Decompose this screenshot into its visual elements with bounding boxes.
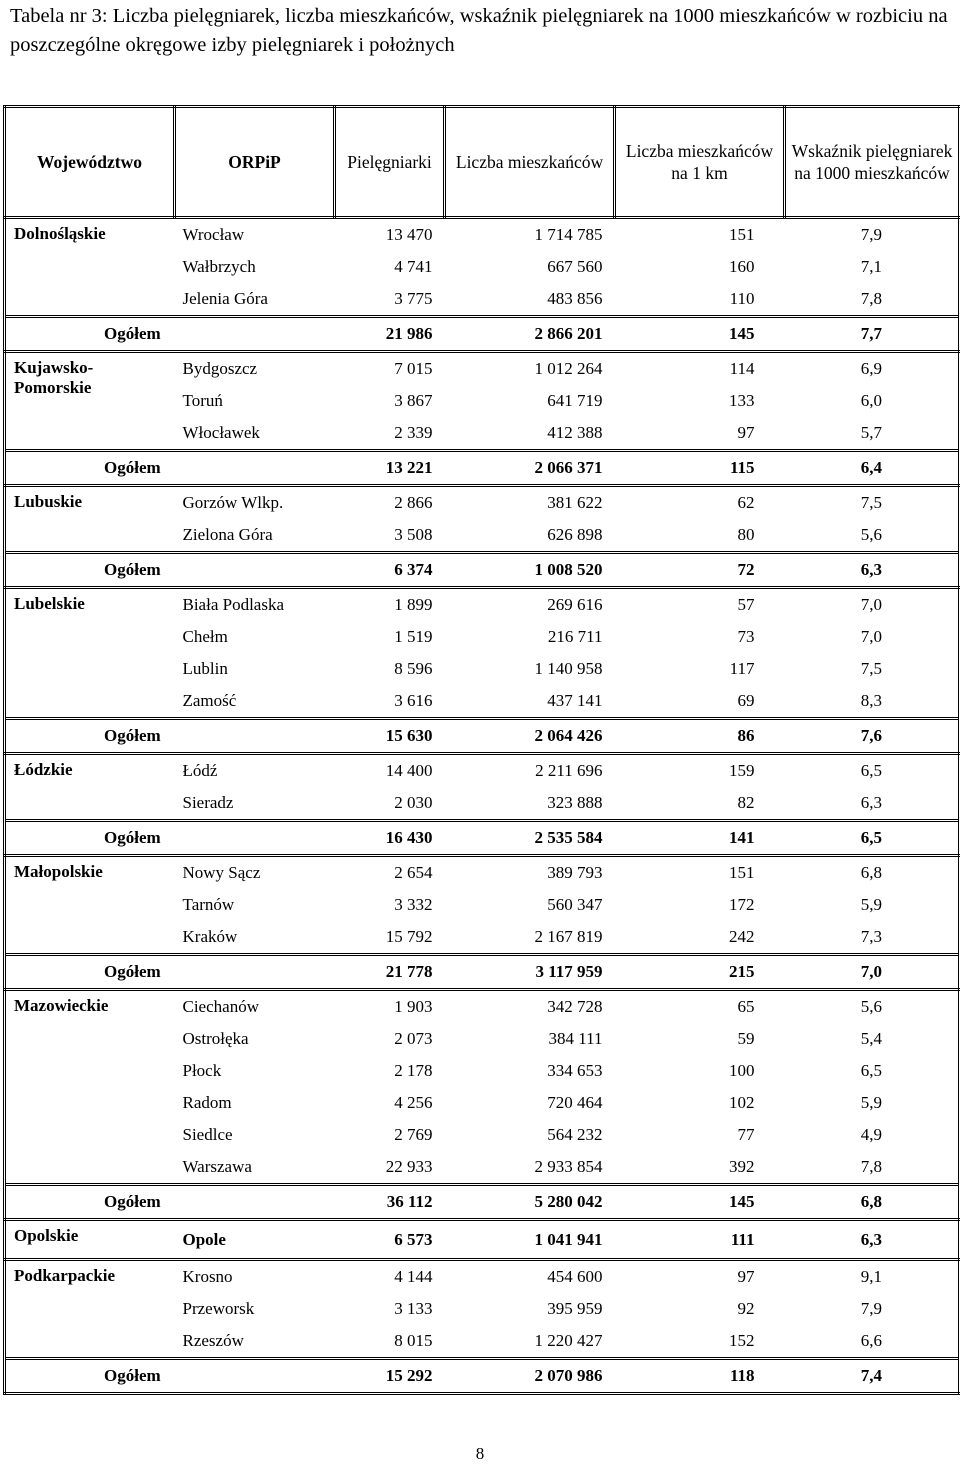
na-km-cell: 133 [729,391,755,410]
orpip-cell: Wrocław [182,225,245,244]
total-row [5,1359,960,1394]
total-wskaznik: 7,4 [785,1359,960,1394]
total-na-km: 115 [615,451,785,486]
mieszkancy-cell: 412 388 [547,423,603,442]
wskaznik-cell: 6,5 [785,1055,960,1087]
total-mieszkancy: 5 280 042 [445,1185,615,1220]
pielegniarki-cell: 14 400 [385,761,433,780]
mieszkancy-cell: 437 141 [547,691,603,710]
mieszkancy-cell: 1 041 941 [445,1220,615,1260]
pielegniarki-cell: 2 339 [394,423,433,442]
orpip-cell: Radom [182,1093,232,1112]
total-wskaznik: 6,3 [785,553,960,588]
mieszkancy-cell: 384 111 [548,1029,603,1048]
wskaznik-cell: 6,0 [785,385,960,417]
table-row [5,588,960,622]
wskaznik-cell: 6,5 [785,754,960,788]
total-mieszkancy: 2 866 201 [445,317,615,352]
mieszkancy-cell: 720 464 [547,1093,603,1112]
pielegniarki-cell: 15 792 [385,927,433,946]
total-pielegniarki: 21 778 [335,955,445,990]
na-km-cell: 117 [729,659,755,678]
na-km-cell: 69 [737,691,755,710]
total-wskaznik: 6,8 [785,1185,960,1220]
na-km-cell: 92 [737,1299,755,1318]
wskaznik-cell: 6,6 [785,1325,960,1359]
total-row [5,821,960,856]
wskaznik-cell: 8,3 [785,685,960,719]
na-km-cell: 80 [737,525,755,544]
table-caption: Tabela nr 3: Liczba pielęgniarek, liczba mieszkańców, wskaźnik pielęgniarek na 1000 mieszkańców w rozbiciu na poszczególne okręgowe izby pielęgniarek i położnych [10,5,948,56]
wskaznik-cell: 7,8 [785,283,960,317]
total-na-km: 145 [615,1185,785,1220]
table-row [5,1220,960,1260]
mieszkancy-cell: 395 959 [547,1299,603,1318]
na-km-cell: 151 [729,225,755,244]
wskaznik-cell: 5,6 [785,990,960,1024]
mieszkancy-cell: 2 167 819 [534,927,603,946]
total-pielegniarki: 15 630 [335,719,445,754]
wskaznik-cell: 7,9 [785,218,960,252]
na-km-cell: 110 [729,289,755,308]
mieszkancy-cell: 560 347 [547,895,603,914]
total-wskaznik: 6,4 [785,451,960,486]
pielegniarki-cell: 3 133 [394,1299,433,1318]
total-row [5,955,960,990]
mieszkancy-cell: 323 888 [547,793,603,812]
orpip-cell: Wałbrzych [182,257,256,276]
na-km-cell: 82 [737,793,755,812]
total-na-km: 118 [615,1359,785,1394]
mieszkancy-cell: 667 560 [547,257,603,276]
wskaznik-cell: 5,4 [785,1023,960,1055]
wskaznik-cell: 7,8 [785,1151,960,1185]
pielegniarki-cell: 7 015 [394,359,433,378]
orpip-cell: Rzeszów [182,1331,244,1350]
table-body [5,218,960,1394]
na-km-cell: 159 [729,761,755,780]
mieszkancy-cell: 454 600 [547,1267,603,1286]
orpip-cell: Zielona Góra [182,525,273,544]
na-km-cell: 59 [737,1029,755,1048]
orpip-cell: Sieradz [182,793,234,812]
total-pielegniarki: 13 221 [335,451,445,486]
voivodeship-cell: Lubuskie [5,486,175,553]
orpip-cell: Chełm [182,627,228,646]
orpip-cell: Opole [175,1220,335,1260]
total-label: Ogółem [5,317,335,352]
header-wojewodztwo: Województwo [5,107,175,218]
total-na-km: 215 [615,955,785,990]
total-mieszkancy: 2 066 371 [445,451,615,486]
pielegniarki-cell: 2 178 [394,1061,433,1080]
mieszkancy-cell: 269 616 [547,595,603,614]
mieszkancy-cell: 1 012 264 [534,359,603,378]
mieszkancy-cell: 2 933 854 [534,1157,603,1176]
mieszkancy-cell: 641 719 [547,391,603,410]
total-row [5,317,960,352]
mieszkancy-cell: 342 728 [547,997,603,1016]
table-row [5,1260,960,1294]
wskaznik-cell: 6,9 [785,352,960,386]
total-wskaznik: 6,5 [785,821,960,856]
pielegniarki-cell: 3 332 [394,895,433,914]
page-number: 8 [475,1444,485,1463]
pielegniarki-cell: 2 073 [394,1029,433,1048]
total-mieszkancy: 2 070 986 [445,1359,615,1394]
total-na-km: 86 [615,719,785,754]
pielegniarki-cell: 3 508 [394,525,433,544]
header-row [5,107,960,218]
orpip-cell: Gorzów Wlkp. [182,493,284,512]
wskaznik-cell: 7,3 [785,921,960,955]
pielegniarki-cell: 2 654 [394,863,433,882]
total-row [5,451,960,486]
total-pielegniarki: 6 374 [335,553,445,588]
orpip-cell: Łódź [182,761,218,780]
orpip-cell: Ostrołęka [182,1029,249,1048]
na-km-cell: 160 [729,257,755,276]
total-mieszkancy: 3 117 959 [445,955,615,990]
orpip-cell: Przeworsk [182,1299,255,1318]
voivodeship-cell: Łódzkie [5,754,175,821]
wskaznik-cell: 6,3 [785,1220,960,1260]
voivodeship-cell: Małopolskie [5,856,175,955]
table-row [5,754,960,788]
orpip-cell: Siedlce [182,1125,233,1144]
na-km-cell: 97 [737,423,755,442]
total-label: Ogółem [5,955,335,990]
wskaznik-cell: 7,0 [785,588,960,622]
na-km-cell: 172 [729,895,755,914]
total-row [5,1185,960,1220]
table-row [5,486,960,520]
total-na-km: 72 [615,553,785,588]
pielegniarki-cell: 8 015 [394,1331,433,1350]
pielegniarki-cell: 4 256 [394,1093,433,1112]
orpip-cell: Biała Podlaska [182,595,285,614]
voivodeship-cell: Kujawsko-Pomorskie [5,352,175,451]
orpip-cell: Krosno [182,1267,233,1286]
total-pielegniarki: 15 292 [335,1359,445,1394]
mieszkancy-cell: 564 232 [547,1125,603,1144]
na-km-cell: 111 [615,1220,785,1260]
total-label: Ogółem [5,451,335,486]
total-mieszkancy: 1 008 520 [445,553,615,588]
pielegniarki-cell: 22 933 [385,1157,433,1176]
table-row [5,352,960,386]
wskaznik-cell: 6,3 [785,787,960,821]
voivodeship-cell: Podkarpackie [5,1260,175,1359]
na-km-cell: 152 [729,1331,755,1350]
total-label: Ogółem [5,719,335,754]
pielegniarki-cell: 4 741 [394,257,433,276]
na-km-cell: 151 [729,863,755,882]
orpip-cell: Kraków [182,927,238,946]
orpip-cell: Lublin [182,659,228,678]
header-na-km: Liczba mieszkańców na 1 km [615,107,785,218]
orpip-cell: Ciechanów [182,997,259,1016]
pielegniarki-cell: 2 769 [394,1125,433,1144]
wskaznik-cell: 4,9 [785,1119,960,1151]
pielegniarki-cell: 3 867 [394,391,433,410]
table-row [5,218,960,252]
na-km-cell: 77 [737,1125,755,1144]
total-label: Ogółem [5,1185,335,1220]
wskaznik-cell: 7,5 [785,653,960,685]
voivodeship-cell: Opolskie [5,1220,175,1260]
voivodeship-cell: Dolnośląskie [5,218,175,317]
wskaznik-cell: 5,7 [785,417,960,451]
mieszkancy-cell: 1 220 427 [534,1331,603,1350]
total-wskaznik: 7,7 [785,317,960,352]
na-km-cell: 65 [737,997,755,1016]
mieszkancy-cell: 2 211 696 [535,761,603,780]
wskaznik-cell: 7,1 [785,251,960,283]
pielegniarki-cell: 2 866 [394,493,433,512]
total-label: Ogółem [5,821,335,856]
total-wskaznik: 7,0 [785,955,960,990]
wskaznik-cell: 9,1 [785,1260,960,1294]
pielegniarki-cell: 3 616 [394,691,433,710]
mieszkancy-cell: 1 140 958 [534,659,603,678]
total-na-km: 145 [615,317,785,352]
orpip-cell: Tarnów [182,895,235,914]
mieszkancy-cell: 1 714 785 [534,225,603,244]
total-pielegniarki: 16 430 [335,821,445,856]
wskaznik-cell: 5,6 [785,519,960,553]
wskaznik-cell: 7,5 [785,486,960,520]
orpip-cell: Toruń [182,391,223,410]
orpip-cell: Bydgoszcz [182,359,258,378]
pielegniarki-cell: 4 144 [394,1267,433,1286]
wskaznik-cell: 7,0 [785,621,960,653]
total-label: Ogółem [5,553,335,588]
na-km-cell: 57 [737,595,755,614]
na-km-cell: 102 [729,1093,755,1112]
total-pielegniarki: 21 986 [335,317,445,352]
orpip-cell: Włocławek [182,423,260,442]
mieszkancy-cell: 626 898 [547,525,603,544]
na-km-cell: 73 [737,627,755,646]
mieszkancy-cell: 216 711 [547,627,603,646]
pielegniarki-cell: 3 775 [394,289,433,308]
pielegniarki-cell: 1 899 [394,595,433,614]
total-row [5,719,960,754]
na-km-cell: 62 [737,493,755,512]
orpip-cell: Warszawa [182,1157,252,1176]
total-na-km: 141 [615,821,785,856]
na-km-cell: 100 [729,1061,755,1080]
total-wskaznik: 7,6 [785,719,960,754]
mieszkancy-cell: 334 653 [547,1061,603,1080]
table-row [5,856,960,890]
orpip-cell: Zamość [182,691,237,710]
pielegniarki-cell: 1 519 [394,627,433,646]
table-row [5,990,960,1024]
total-mieszkancy: 2 535 584 [445,821,615,856]
pielegniarki-cell: 8 596 [394,659,433,678]
na-km-cell: 242 [729,927,755,946]
mieszkancy-cell: 483 856 [547,289,603,308]
orpip-cell: Płock [182,1061,222,1080]
header-wskaznik: Wskaźnik pielęgniarek na 1000 mieszkańców [785,107,960,218]
wskaznik-cell: 6,8 [785,856,960,890]
header-mieszkancy: Liczba mieszkańców [445,107,615,218]
total-mieszkancy: 2 064 426 [445,719,615,754]
pielegniarki-cell: 1 903 [394,997,433,1016]
total-pielegniarki: 36 112 [335,1185,445,1220]
na-km-cell: 392 [729,1157,755,1176]
orpip-cell: Nowy Sącz [182,863,261,882]
wskaznik-cell: 5,9 [785,889,960,921]
pielegniarki-cell: 2 030 [394,793,433,812]
na-km-cell: 97 [737,1267,755,1286]
header-orpip: ORPiP [175,107,335,218]
pielegniarki-cell: 13 470 [385,225,433,244]
wskaznik-cell: 7,9 [785,1293,960,1325]
na-km-cell: 114 [729,359,755,378]
header-pielegniarki: Pielęgniarki [335,107,445,218]
mieszkancy-cell: 381 622 [547,493,603,512]
total-label: Ogółem [5,1359,335,1394]
voivodeship-cell: Lubelskie [5,588,175,719]
wskaznik-cell: 5,9 [785,1087,960,1119]
orpip-cell: Jelenia Góra [182,289,268,308]
voivodeship-cell: Mazowieckie [5,990,175,1185]
mieszkancy-cell: 389 793 [547,863,603,882]
nurses-table [3,105,960,1395]
pielegniarki-cell: 6 573 [335,1220,445,1260]
total-row [5,553,960,588]
